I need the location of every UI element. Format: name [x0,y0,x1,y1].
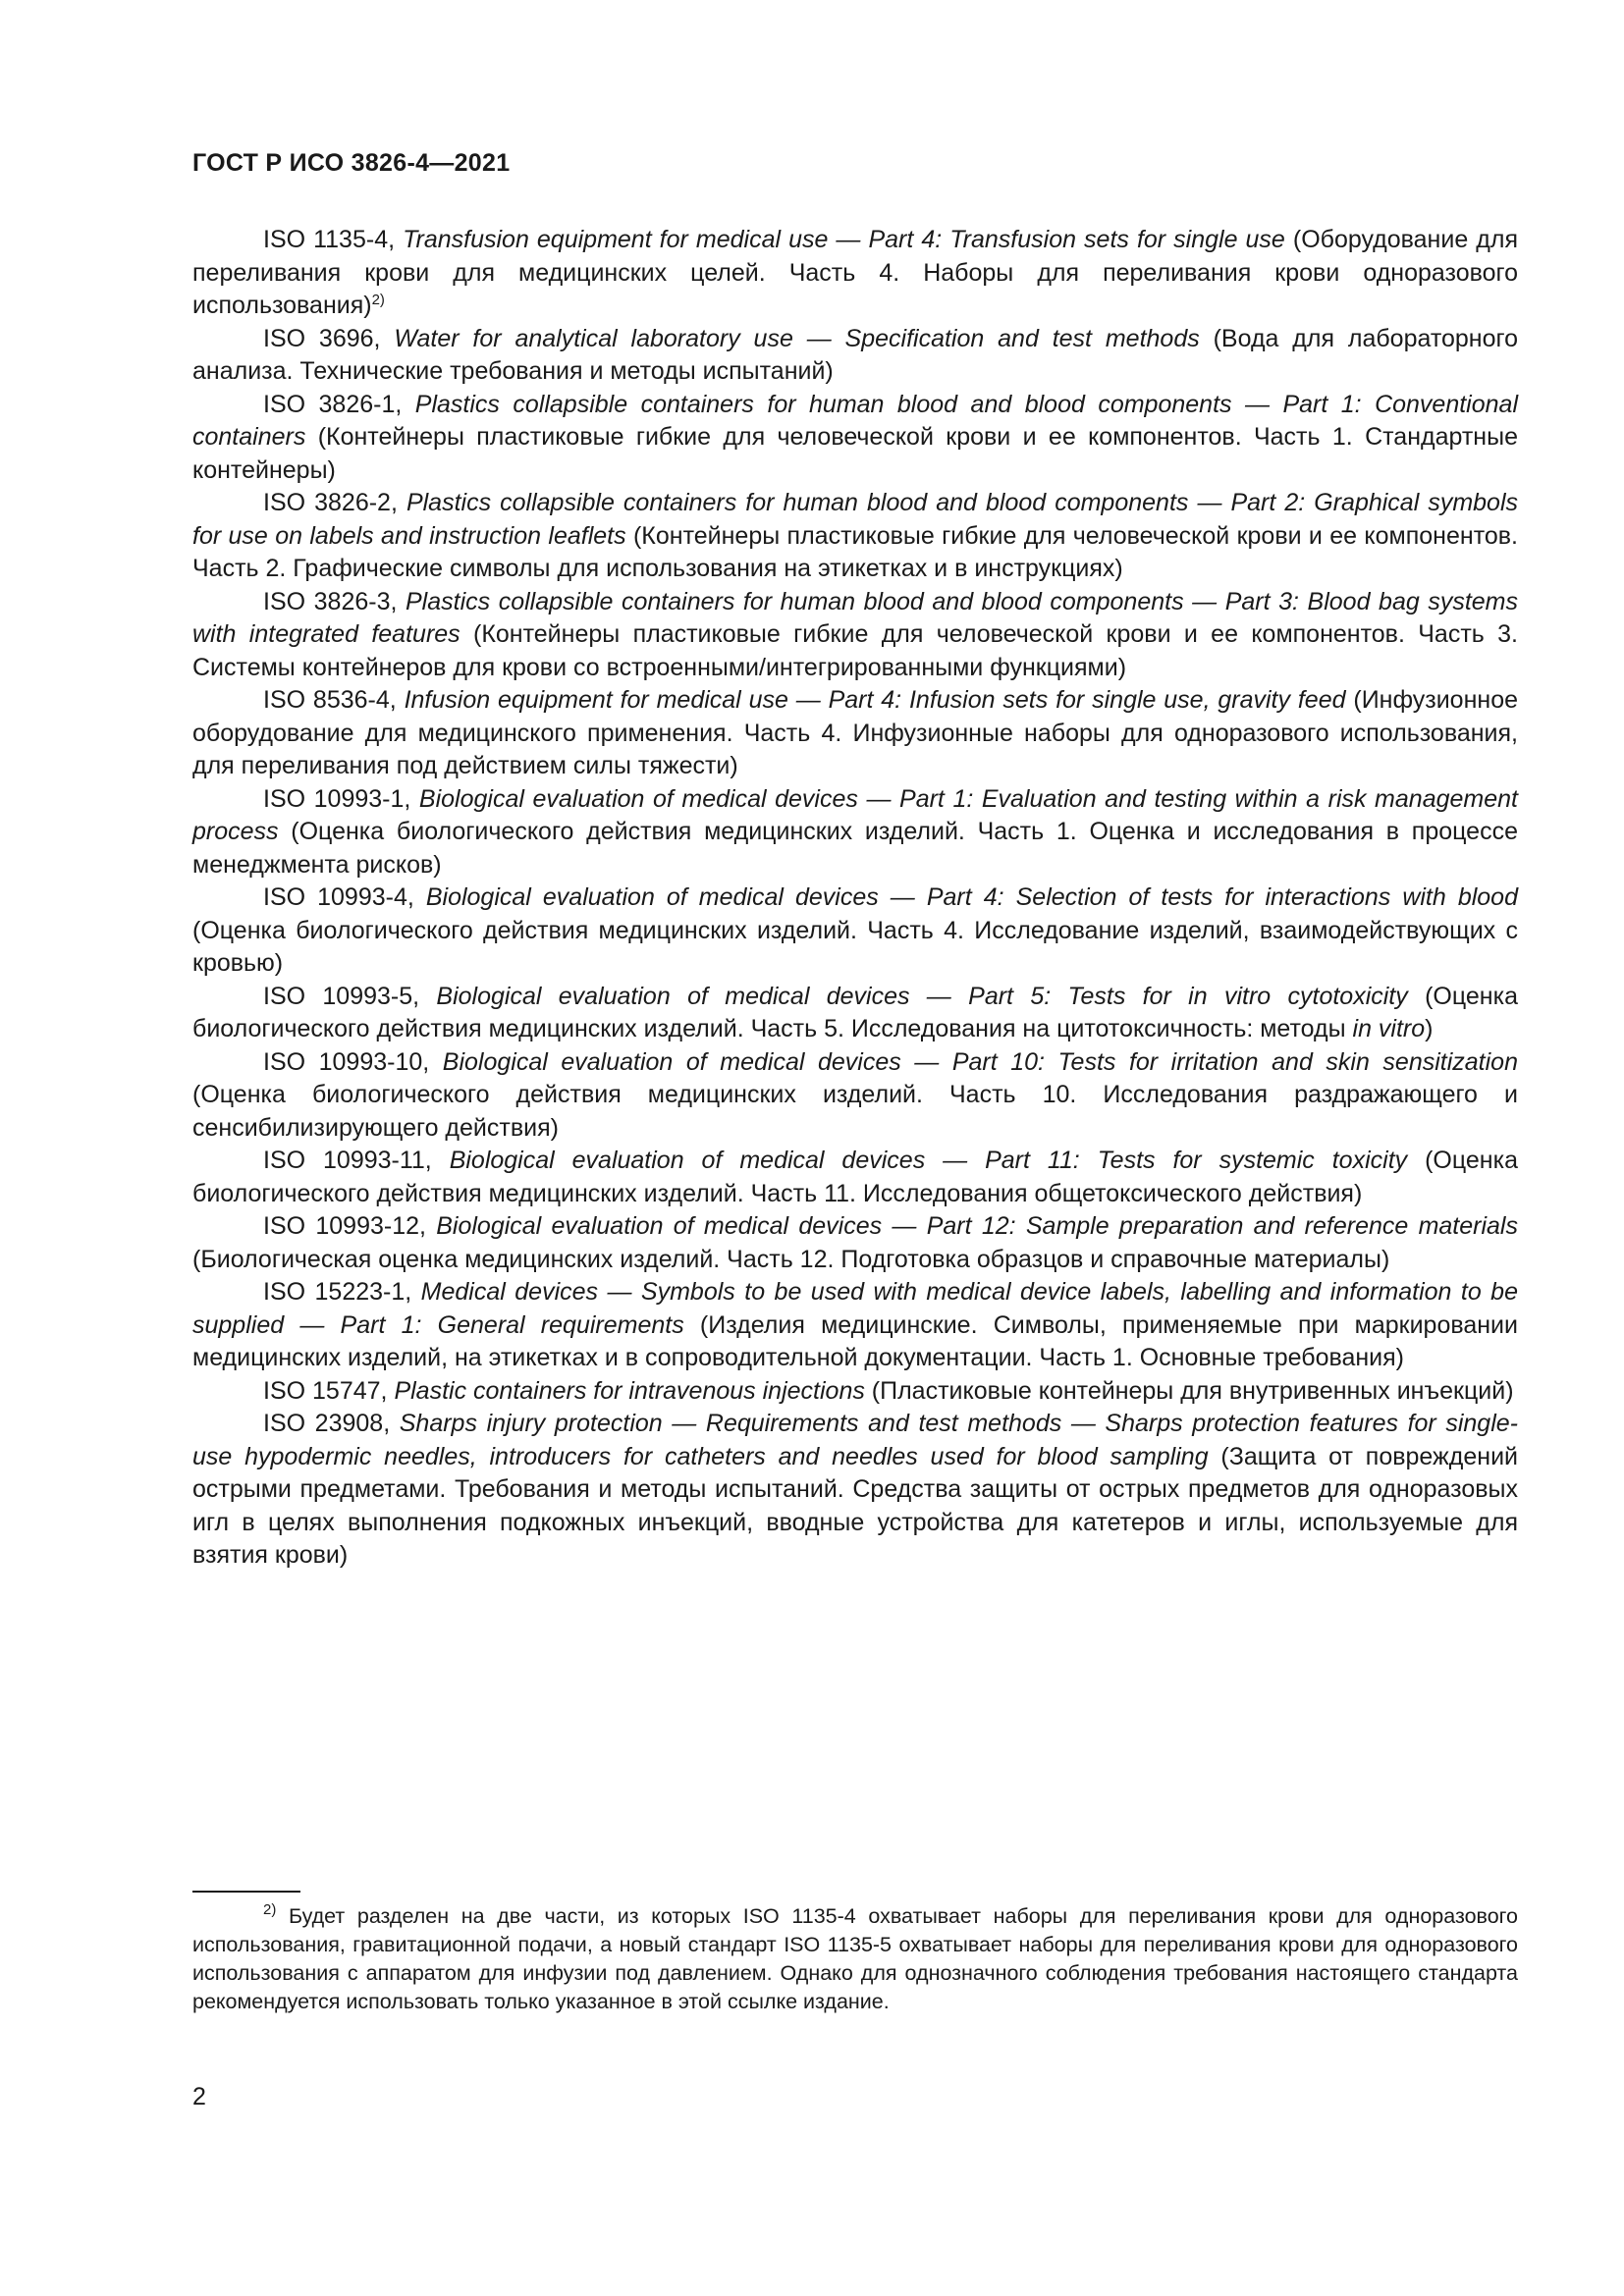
reference-title: Transfusion equipment for medical use — Part 4: Transfusion sets for single use [403,226,1285,253]
footnote-marker: 2) [371,292,385,308]
reference-title: Biological evaluation of medical devices — Part 1: Evaluation and testing within a risk management process [192,784,1518,845]
reference-translation: (Контейнеры пластиковые гибкие для человеческой крови и ее компонентов. Часть 2. Графические символы для использования на этикетках и в инструкциях) [192,521,1518,582]
reference-iso-15223-1 [192,1276,1518,1375]
reference-translation: (Защита от повреждений острыми предметами. Требования и методы испытаний. Средства защиты от острых предметов для одноразовых игл в целях выполнения подкожных инъекций, вводные устройства для катетеров и иглы, используемые для взятия крови) [192,1442,1518,1569]
reference-translation: (Оценка биологического действия медицинских изделий. Часть 1. Оценка и исследования в процессе менеджмента рисков) [192,818,1518,879]
reference-code: ISO 3826-2, [263,489,406,516]
reference-translation: (Контейнеры пластиковые гибкие для человеческой крови и ее компонентов. Часть 3. Системы контейнеров для крови со встроенными/интегрированными функциями) [192,620,1518,681]
reference-translation: (Изделия медицинские. Символы, применяемые при маркировании медицинских изделий, на этикетках и в сопроводительной документации. Часть 1. Основные требования) [192,1310,1518,1371]
reference-title: Plastics collapsible containers for human blood and blood components — Part 3: Blood bag systems with integrated features [192,587,1519,648]
footnote-divider [192,1891,300,1893]
reference-translation: (Оценка биологического действия медицинских изделий. Часть 5. Исследования на цитотоксичность: методы [192,982,1519,1042]
reference-iso-3826-1 [192,389,1518,488]
reference-iso-10993-4 [192,881,1518,981]
reference-iso-10993-10 [192,1046,1518,1146]
reference-title: Biological evaluation of medical devices — Part 10: Tests for irritation and skin sensitization [442,1047,1518,1076]
reference-title: Biological evaluation of medical devices — Part 11: Tests for systemic toxicity [449,1147,1408,1174]
reference-iso-8536-4 [192,684,1518,783]
reference-title: Medical devices — Symbols to be used with medical device labels, labelling and information to be supplied — Part 1: General requirements [192,1278,1518,1339]
reference-code: ISO 10993-4, [263,883,426,911]
reference-title: Biological evaluation of medical devices — Part 4: Selection of tests for interactions with blood [425,883,1518,911]
footnote [192,1902,1518,2016]
reference-code: ISO 10993-1, [263,784,419,813]
reference-translation-end: ) [1425,1015,1434,1042]
reference-code: ISO 3696, [263,324,395,352]
reference-translation: (Пластиковые контейнеры для внутривенных инъекций) [864,1376,1514,1405]
reference-code: ISO 3826-3, [263,587,406,615]
reference-translation: (Оборудование для переливания крови для медицинских целей. Часть 4. Наборы для переливания крови одноразового использования) [192,226,1518,319]
reference-iso-10993-1 [192,783,1518,882]
reference-iso-15747 [192,1375,1518,1409]
reference-translation: (Контейнеры пластиковые гибкие для человеческой крови и ее компонентов. Часть 1. Стандартные контейнеры) [192,423,1518,484]
reference-iso-3826-2 [192,487,1518,586]
reference-iso-1135-4 [192,224,1518,323]
reference-translation: (Оценка биологического действия медицинских изделий. Часть 11. Исследования общетоксического действия) [192,1147,1519,1207]
reference-iso-3696 [192,323,1518,389]
reference-translation: (Оценка биологического действия медицинских изделий. Часть 10. Исследования раздражающего и сенсибилизирующего действия) [192,1081,1518,1142]
reference-iso-3826-3 [192,586,1518,685]
reference-code: ISO 23908, [263,1410,400,1437]
reference-title: Water for analytical laboratory use — Specification and test methods [394,324,1200,352]
normative-references-list [192,224,1518,1573]
reference-iso-23908 [192,1408,1518,1573]
reference-iso-10993-11 [192,1145,1518,1210]
reference-translation: (Инфузионное оборудование для медицинского применения. Часть 4. Инфузионные наборы для одноразового использования, для переливания под действием силы тяжести) [192,686,1519,779]
reference-code: ISO 10993-12, [263,1212,437,1240]
reference-title: Biological evaluation of medical devices — Part 5: Tests for in vitro cytotoxicity [436,982,1408,1010]
reference-iso-10993-5 [192,981,1518,1046]
reference-translation: (Вода для лабораторного анализа. Технические требования и методы испытаний) [192,324,1518,385]
footnote-marker: 2) [263,1901,277,1918]
reference-code: ISO 3826-1, [263,390,415,418]
reference-title: Plastics collapsible containers for human blood and blood components — Part 2: Graphical symbols for use on labels and instruction leaflets [192,489,1519,550]
reference-code: ISO 10993-5, [263,982,437,1010]
reference-title: Infusion equipment for medical use — Part 4: Infusion sets for single use, gravity feed [404,686,1346,714]
page-number: 2 [192,2083,206,2110]
document-header: ГОСТ Р ИСО 3826-4—2021 [192,149,511,177]
reference-code: ISO 15747, [263,1376,395,1405]
reference-title: Plastic containers for intravenous injections [394,1376,865,1405]
footnote-text: Будет разделен на две части, из которых ISO 1135-4 охватывает наборы для переливания крови для одноразового использования, гравитационной подачи, а новый стандарт ISO 1135-5 охватывает наборы для переливания крови для одноразового использования с аппаратом для инфузии под давлением. Однако для однозначного соблюдения требования настоящего стандарта рекомендуется использовать только указанное в этой ссылке издание. [192,1904,1518,2013]
reference-translation-italic: in vitro [1352,1015,1426,1042]
reference-title: Plastics collapsible containers for human blood and blood components — Part 1: Conventional containers [192,390,1518,451]
reference-translation: (Биологическая оценка медицинских изделий. Часть 12. Подготовка образцов и справочные материалы) [192,1245,1390,1273]
reference-code: ISO 10993-11, [263,1147,450,1174]
reference-code: ISO 15223-1, [263,1278,421,1306]
reference-translation: (Оценка биологического действия медицинских изделий. Часть 4. Исследование изделий, взаимодействующих с кровью) [192,916,1518,977]
reference-code: ISO 10993-10, [263,1047,443,1076]
reference-iso-10993-12 [192,1210,1518,1276]
reference-title: Biological evaluation of medical devices — Part 12: Sample preparation and reference materials [436,1212,1518,1240]
reference-title: Sharps injury protection — Requirements and test methods — Sharps protection features for single-use hypodermic needles, introducers for catheters and needles used for blood sampling [192,1410,1518,1470]
reference-code: ISO 1135-4, [263,226,404,253]
reference-code: ISO 8536-4, [263,686,405,714]
